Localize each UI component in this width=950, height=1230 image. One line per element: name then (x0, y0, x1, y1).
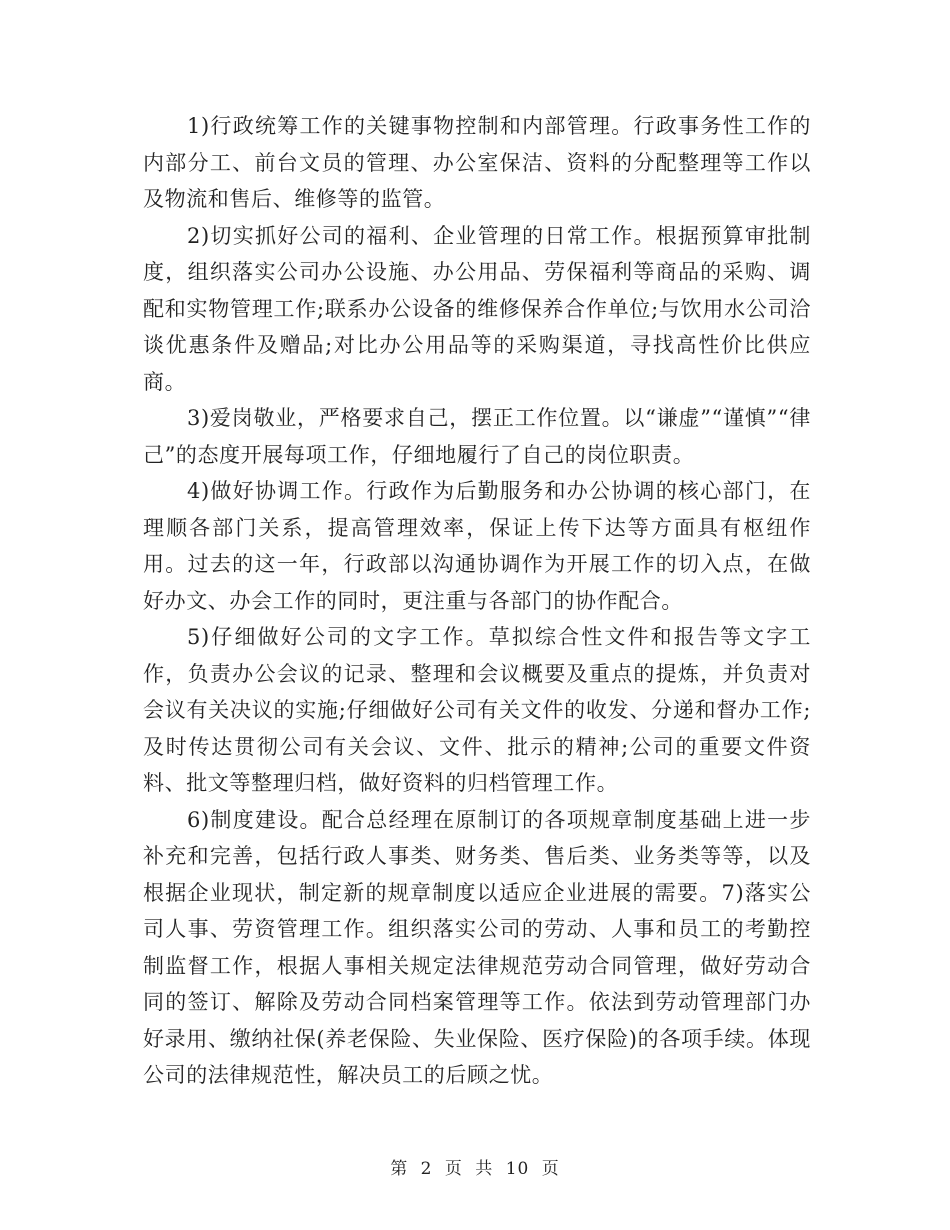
paragraph-2: 2)切实抓好公司的福利、企业管理的日常工作。根据预算审批制度，组织落实公司办公设施、办公用品、劳保福利等商品的采购、调配和实物管理工作;联系办公设备的维修保养合作单位;与饮用水公司洽谈优惠条件及赠品;对比办公用品等的采购渠道，寻找高性价比供应商。 (143, 223, 811, 394)
paragraph-4: 4)做好协调工作。行政作为后勤服务和办公协调的核心部门，在理顺各部门关系，提高管理效率，保证上传下达等方面具有枢纽作用。过去的这一年，行政部以沟通协调作为开展工作的切入点，在做好办文、办会工作的同时，更注重与各部门的协作配合。 (143, 479, 811, 613)
body-text (143, 108, 811, 1094)
paragraph-1: 1)行政统筹工作的关键事物控制和内部管理。行政事务性工作的内部分工、前台文员的管理、办公室保洁、资料的分配整理等工作以及物流和售后、维修等的监管。 (143, 114, 811, 211)
paragraph-5: 5)仔细做好公司的文字工作。草拟综合性文件和报告等文字工作，负责办公会议的记录、整理和会议概要及重点的提炼，并负责对会议有关决议的实施;仔细做好公司有关文件的收发、分递和督办工作;及时传达贯彻公司有关会议、文件、批示的精神;公司的重要文件资料、批文等整理归档，做好资料的归档管理工作。 (143, 625, 811, 795)
page-number-footer: 第 2 页 共 10 页 (390, 1159, 560, 1179)
paragraph-6: 6)制度建设。配合总经理在原制订的各项规章制度基础上进一步补充和完善，包括行政人事类、财务类、售后类、业务类等等，以及根据企业现状，制定新的规章制度以适应企业进展的需要。7)落实公司人事、劳资管理工作。组织落实公司的劳动、人事和员工的考勤控制监督工作，根据人事相关规定法律规范劳动合同管理，做好劳动合同的签订、解除及劳动合同档案管理等工作。依法到劳动管理部门办好录用、缴纳社保(养老保险、失业保险、医疗保险)的各项手续。体现公司的法律规范性，解决员工的后顾之忧。 (143, 807, 811, 1087)
paragraph-3: 3)爱岗敬业，严格要求自己，摆正工作位置。以“谦虚”“谨慎”“律己”的态度开展每项工作，仔细地履行了自己的岗位职责。 (143, 406, 811, 467)
